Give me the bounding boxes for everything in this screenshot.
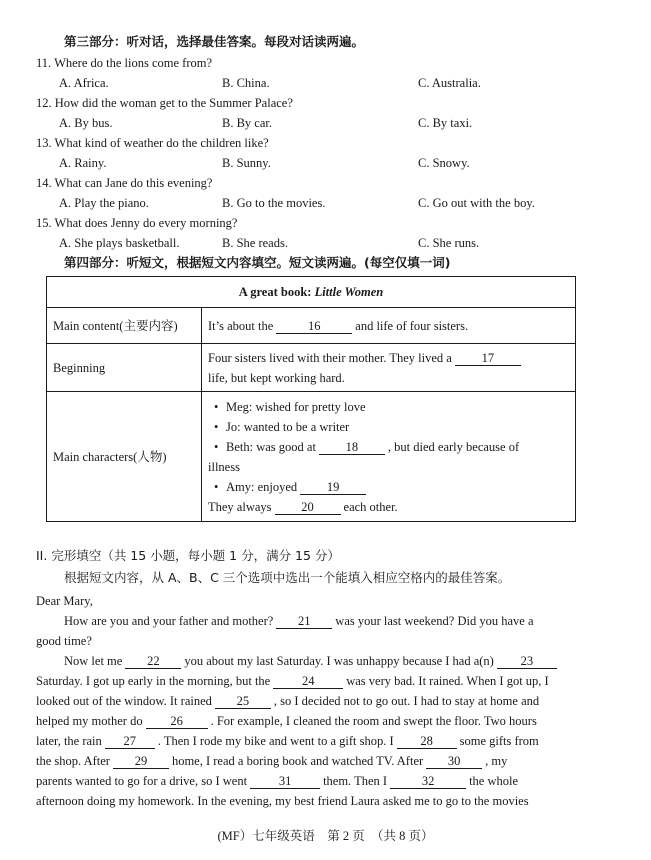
option-b: B. She reads.: [222, 236, 288, 250]
question-number: 11.: [36, 56, 52, 70]
option-c: C. Go out with the boy.: [418, 196, 535, 210]
option-a: A. Play the piano.: [59, 196, 149, 210]
bullet-icon: •: [214, 439, 219, 454]
table-row-characters: [47, 392, 576, 522]
question-text: What can Jane do this evening?: [54, 176, 213, 190]
blank-23[interactable]: 23: [497, 654, 557, 669]
blank-24[interactable]: 24: [273, 674, 343, 689]
option-a: A. Rainy.: [59, 156, 107, 170]
page-footer: (MF）七年级英语 第 2 页 （共 8 页）: [217, 829, 434, 843]
option-b: B. China.: [222, 76, 270, 90]
blank-21[interactable]: 21: [276, 614, 332, 629]
question-number: 14.: [36, 176, 52, 190]
table-title-row: [47, 277, 576, 308]
row-content: • Meg: wished for pretty love • Jo: wanted to be a writer • Beth: was good at 18 , but died early because of illness • Amy: enjoyed 19 They always 20 each other.: [202, 392, 576, 522]
row-label: Main characters(人物): [47, 392, 202, 522]
blank-19[interactable]: 19: [300, 480, 366, 495]
salutation: Dear Mary,: [36, 594, 93, 608]
option-a: A. Africa.: [59, 76, 109, 90]
bullet-icon: •: [214, 399, 219, 414]
option-b: B. By car.: [222, 116, 272, 130]
option-b: B. Sunny.: [222, 156, 271, 170]
option-c: C. Snowy.: [418, 156, 470, 170]
exam-page: 第三部分：听对话，选择最佳答案。每段对话读两遍。 11. Where do the lions come from? A. Africa. B. China. C. Australia. 12. How did the woman get to the Summer Palace? A. By bus. B. By car. C. By taxi. 13. What kind of weather do the children like? A. Rainy. B. Sunny. C. Snowy. 14. What can Jane do this evening? A. Play the piano. B. Go to the movies. C. Go out with the boy. 15. What does Jenny do every morning? A. She plays basketball. B. She reads. C. She runs. 第四部分：听短文，根据短文内容填空。短文读两遍。(每空仅填一词) A great book: Little Women Main content(主要内容) It’s about the 16 and life of four sisters. Beginning Four sisters lived with their mother. They lived a 17 life, but kept working hard. Main characters(人物) • Meg: wished for pretty love • Jo: wanted to be a writer • Beth: was good at 18 , but died early because of illness • Amy: enjoyed 19 They always 20 each other. II. 完形填空（共 15 小题，每小题 1 分，满分 15 分） 根据短文内容，从 A、B、C 三个选项中选出一个能填入相应空格内的最佳答案。 Dear Mary, How are you and your father and mother? 21 was your last weekend? Did you have a good time? Now let me 22 you about my last Saturday. I was unhappy because I had a(n) 23 Saturday. I got up early in the morning, but the 24 was very bad. It rained. When I got up, I looked out of the window. It rained 25 , so I decided not to go out. I had to stay at home and helped my mother do 26 . For example, I cleaned the room and swept the floor. Two hours later, the rain 27 . Then I rode my bike and went to a gift shop. I 28 some gifts from the shop. After 29 home, I read a boring book and watched TV. After 30 , my parents wanted to go for a drive, so I went 31 them. Then I 32 the whole afternoon doing my homework. In the evening, my best friend Laura asked me to go to the movies (MF）七年级英语 第 2 页 （共 8 页）: [0, 0, 651, 860]
table-row-main-content: [47, 308, 576, 344]
blank-30[interactable]: 30: [426, 754, 482, 769]
option-c: C. She runs.: [418, 236, 480, 250]
option-a: A. She plays basketball.: [59, 236, 180, 250]
blank-32[interactable]: 32: [390, 774, 466, 789]
table-title: A great book: Little Women: [47, 277, 576, 308]
blank-16[interactable]: 16: [276, 319, 352, 334]
option-c: C. By taxi.: [418, 116, 473, 130]
cloze-instruction: 根据短文内容，从 A、B、C 三个选项中选出一个能填入相应空格内的最佳答案。: [64, 570, 511, 585]
book-name: Little Women: [314, 285, 384, 299]
row-label: Main content(主要内容): [47, 308, 202, 344]
blank-28[interactable]: 28: [397, 734, 457, 749]
cloze-heading: II. 完形填空（共 15 小题，每小题 1 分，满分 15 分）: [36, 548, 340, 563]
row-label: Beginning: [47, 344, 202, 392]
part4-heading: 第四部分：听短文，根据短文内容填空。短文读两遍。(每空仅填一词): [64, 255, 451, 270]
part3-heading: 第三部分：听对话，选择最佳答案。每段对话读两遍。: [64, 34, 365, 49]
option-c: C. Australia.: [418, 76, 481, 90]
blank-29[interactable]: 29: [113, 754, 169, 769]
table-row-beginning: [47, 344, 576, 392]
question-number: 12.: [36, 96, 52, 110]
question-text: How did the woman get to the Summer Palace?: [54, 96, 293, 110]
question-text: What kind of weather do the children like?: [54, 136, 269, 150]
question-text: Where do the lions come from?: [54, 56, 213, 70]
book-table: [46, 276, 576, 522]
row-content: Four sisters lived with their mother. They lived a 17 life, but kept working hard.: [202, 344, 576, 392]
blank-22[interactable]: 22: [125, 654, 181, 669]
blank-18[interactable]: 18: [319, 440, 385, 455]
blank-25[interactable]: 25: [215, 694, 271, 709]
row-content: It’s about the 16 and life of four sisters.: [202, 308, 576, 344]
option-a: A. By bus.: [59, 116, 113, 130]
bullet-icon: •: [214, 419, 219, 434]
option-b: B. Go to the movies.: [222, 196, 326, 210]
question-text: What does Jenny do every morning?: [54, 216, 238, 230]
blank-17[interactable]: 17: [455, 351, 521, 366]
blank-31[interactable]: 31: [250, 774, 320, 789]
blank-27[interactable]: 27: [105, 734, 155, 749]
question-number: 13.: [36, 136, 52, 150]
bullet-icon: •: [214, 479, 219, 494]
blank-20[interactable]: 20: [275, 500, 341, 515]
question-number: 15.: [36, 216, 52, 230]
blank-26[interactable]: 26: [146, 714, 208, 729]
